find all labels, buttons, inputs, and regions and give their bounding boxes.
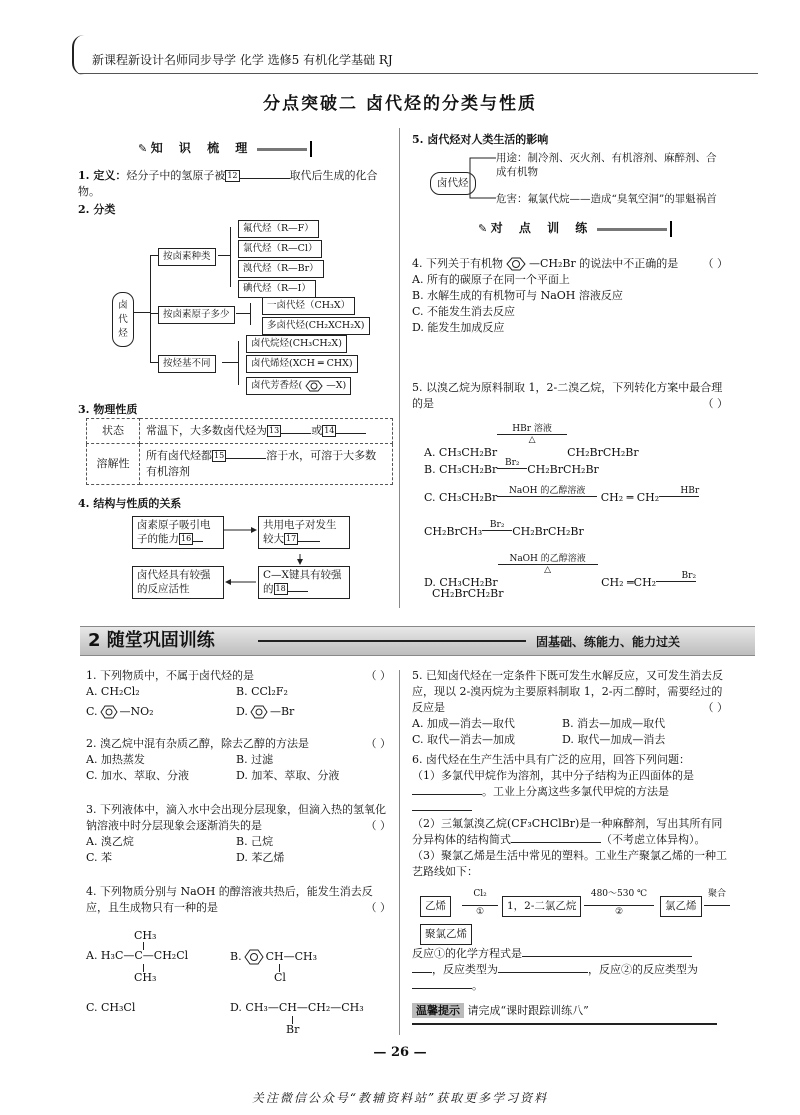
question-text: ，反应②的反应类型为 bbox=[588, 962, 698, 976]
blank-number: 12 bbox=[227, 171, 238, 180]
review-q4 bbox=[86, 884, 391, 916]
option-letter: C. bbox=[86, 704, 98, 718]
relation-text: 较大 bbox=[263, 532, 284, 545]
formula: D. CH₃CH₂Br bbox=[424, 576, 498, 590]
tip-tag: 温馨提示 bbox=[412, 1003, 464, 1018]
flow-step: 氯乙烯 bbox=[660, 896, 702, 917]
tree-leaf: 氟代烃（R—F） bbox=[238, 220, 319, 238]
option[interactable]: B. 己烷 bbox=[236, 834, 274, 848]
review-q2 bbox=[86, 736, 391, 784]
blank-number: 14 bbox=[324, 426, 335, 435]
arrow-label: △ bbox=[544, 565, 552, 576]
relation-text: 共用电子对发生 bbox=[263, 519, 337, 531]
answer-blank[interactable] bbox=[412, 794, 482, 795]
phys-text: 常温下，大多数卤代烃为 bbox=[146, 424, 267, 437]
tree-leaf: 一卤代烃（CH₃X） bbox=[262, 297, 355, 315]
option[interactable]: D. 加苯、萃取、分液 bbox=[236, 768, 340, 782]
formula: B. CH₃CH₂Br bbox=[424, 463, 498, 476]
question-text: （1）多氯代甲烷作为溶剂，其中分子结构为正四面体的是 bbox=[412, 768, 694, 782]
answer-paren[interactable]: （ ） bbox=[365, 669, 391, 682]
formula: CH—CH₃ bbox=[265, 950, 318, 963]
arrow-label: HBr 溶液 bbox=[512, 424, 552, 434]
option-group: —Br bbox=[269, 704, 295, 718]
flow-step: 聚氯乙烯 bbox=[420, 924, 472, 945]
formula: CH₂ ═CH₂ bbox=[601, 576, 657, 590]
flow-step: 1，2-二氯乙烷 bbox=[502, 896, 581, 917]
benzene-ring-icon bbox=[242, 948, 266, 966]
tree-root: 卤代烃 bbox=[112, 292, 134, 347]
blank-number: 16 bbox=[181, 533, 192, 543]
band-subtitle: 固基础、练能力、能力过关 bbox=[536, 635, 681, 649]
option-c[interactable] bbox=[424, 486, 724, 507]
answer-paren[interactable]: （ ） bbox=[702, 396, 728, 410]
review-q1 bbox=[86, 668, 391, 720]
impact-label: 5. 卤代烃对人类生活的影响 bbox=[412, 133, 549, 146]
reaction-arrow bbox=[482, 530, 512, 531]
blank-number: 17 bbox=[286, 533, 297, 543]
arrow-label: Br₂ bbox=[505, 458, 520, 468]
reaction-arrow bbox=[659, 496, 699, 497]
formula: CH₂BrCH₂Br bbox=[512, 525, 584, 538]
option[interactable]: C. CH₃Cl bbox=[86, 1001, 136, 1014]
formula: CH₂BrCH₂Br bbox=[527, 463, 599, 476]
answer-paren[interactable]: （ ） bbox=[365, 900, 391, 914]
substituent: CH₃ bbox=[134, 971, 157, 984]
column-divider bbox=[399, 670, 400, 1035]
option-b[interactable] bbox=[424, 458, 599, 479]
impact-root: 卤代烃 bbox=[430, 172, 476, 195]
substituent: CH₃ bbox=[134, 929, 157, 942]
benzene-ring-icon bbox=[503, 257, 529, 271]
reaction-arrow bbox=[704, 905, 730, 906]
knowledge-heading-text: 知 识 梳 理 bbox=[150, 141, 254, 155]
tip-box bbox=[412, 1003, 717, 1025]
substituent: Br bbox=[286, 1023, 300, 1036]
tree-leaf: 卤代烯烃(XCH ═ CHX) bbox=[246, 355, 358, 373]
branch-hydrocarbyl: 按烃基不同 bbox=[158, 355, 216, 373]
arrow-label: 聚合 bbox=[707, 889, 726, 899]
option-d-cont: CH₂BrCH₂Br bbox=[432, 587, 504, 600]
option-letter: B. bbox=[230, 950, 242, 963]
blank-number: 15 bbox=[214, 450, 225, 460]
practice-heading bbox=[478, 220, 672, 237]
practice-heading-text: 对 点 训 练 bbox=[490, 221, 594, 235]
option-c-cont bbox=[424, 520, 584, 541]
review-q3 bbox=[86, 802, 391, 866]
definition-text-b: 取代后生成的化合物。 bbox=[78, 169, 378, 198]
answer-blank[interactable] bbox=[498, 972, 588, 973]
reaction-arrow bbox=[497, 496, 597, 497]
band-rule bbox=[258, 640, 526, 642]
relation-text: 的 bbox=[263, 582, 274, 595]
answer-paren[interactable]: （ ） bbox=[365, 737, 391, 750]
footer-note: 关注微信公众号“教辅资料站”获取更多学习资料 bbox=[251, 1091, 549, 1105]
tip-text: 请完成“课时跟踪训练八” bbox=[467, 1004, 589, 1017]
option[interactable]: C. 苯 bbox=[86, 850, 113, 864]
q5-options bbox=[424, 420, 734, 610]
relation-arrows bbox=[0, 0, 400, 620]
option[interactable]: B. 水解生成的有机物可与 NaOH 溶液反应 bbox=[412, 288, 623, 302]
blank-number: 18 bbox=[275, 583, 286, 593]
arrow-label: ② bbox=[614, 907, 624, 917]
option[interactable]: C. 不能发生消去反应 bbox=[412, 304, 516, 318]
option[interactable] bbox=[230, 948, 317, 966]
review-q4-options bbox=[86, 928, 391, 1038]
reaction-arrow bbox=[656, 581, 696, 582]
review-q5 bbox=[412, 668, 728, 748]
page-number: — 26 — bbox=[373, 1045, 427, 1060]
question-text: 4. 下列物质分别与 NaOH 的醇溶液共热后，能发生消去反应，且生成物只有一种的是 bbox=[86, 885, 373, 914]
relation-text: C—X键具有较强 bbox=[263, 569, 342, 581]
definition-label: 1. 定义： bbox=[78, 169, 127, 182]
arrow-label: NaOH 的乙醇溶液 bbox=[509, 486, 586, 496]
arrow-label: Br₂ bbox=[681, 571, 697, 582]
option-a[interactable] bbox=[424, 424, 639, 461]
running-header: 新课程新设计名师同步导学 化学 选修5 有机化学基础 RJ bbox=[92, 53, 393, 67]
answer-blank[interactable] bbox=[412, 810, 472, 811]
benzene-ring-icon bbox=[98, 705, 120, 719]
impact-harm: 危害：氟氯代烷——造成“臭氧空洞”的罪魁祸首 bbox=[496, 193, 717, 205]
tree-leaf: 多卤代烃(CH₂XCH₂X) bbox=[262, 317, 370, 335]
question-text: ，反应类型为 bbox=[432, 962, 498, 976]
phys-row-header: 溶解性 bbox=[87, 443, 140, 484]
physical-label: 3. 物理性质 bbox=[78, 403, 138, 416]
practice-q4 bbox=[412, 256, 728, 336]
tree-leaf: 溴代烃（R—Br） bbox=[238, 260, 324, 278]
branch-halogen-type: 按卤素种类 bbox=[158, 248, 216, 266]
arrow-label: HBr bbox=[680, 486, 700, 496]
option[interactable]: D. 能发生加成反应 bbox=[412, 320, 505, 334]
question-text: 1. 下列物质中，不属于卤代烃的是 bbox=[86, 669, 254, 682]
answer-blank[interactable] bbox=[412, 972, 432, 973]
option[interactable] bbox=[236, 704, 386, 720]
option-group: —NO₂ bbox=[119, 704, 154, 718]
tree-leaf: 氯代烃（R—Cl） bbox=[238, 240, 322, 258]
blank-number: 13 bbox=[269, 426, 280, 435]
option[interactable]: B. 消去—加成—取代 bbox=[562, 716, 666, 730]
relation-text: 卤代烃具有较强 bbox=[137, 569, 211, 581]
question-text: 5. 已知卤代烃在一定条件下既可发生水解反应，又可发生消去反应，现以 2-溴丙烷为主要原料制取 1，2-丙二醇时，需要经过的反应是 bbox=[412, 669, 723, 714]
pvc-flow bbox=[412, 889, 732, 944]
question-text: （3）聚氯乙烯是生活中常见的塑料。工业生产聚氯乙烯的一种工艺路线如下： bbox=[412, 848, 727, 878]
heading-vbar bbox=[670, 221, 672, 237]
option[interactable]: A. 所有的碳原子在同一个平面上 bbox=[412, 272, 570, 286]
impact-brace bbox=[460, 150, 500, 210]
formula: CH₂ ═ CH₂ bbox=[600, 491, 660, 504]
question-text: （2）三氟氯溴乙烷(CF₃CHClBr)是一种麻醉剂，写出其所有同分异构体的结构简式 bbox=[412, 816, 723, 846]
option[interactable]: B. 过滤 bbox=[236, 752, 274, 766]
review-q6-3: 反应①的化学方程式是 ，反应类型为 ，反应②的反应类型为 。 bbox=[412, 947, 698, 992]
option[interactable]: D. 取代—加成—消去 bbox=[562, 732, 666, 746]
answer-blank[interactable] bbox=[511, 842, 601, 843]
impact-use: 用途：制冷剂、灭火剂、有机溶剂、麻醉剂、合成有机物 bbox=[496, 152, 717, 178]
arrow-label: △ bbox=[528, 435, 536, 446]
option[interactable]: D. CH₃—CH—CH₂—CH₃ bbox=[230, 1001, 364, 1014]
phys-text: 溶于水，可溶于大多数有机溶剂 bbox=[146, 448, 377, 478]
option[interactable]: D. 苯乙烯 bbox=[236, 850, 285, 864]
answer-blank[interactable] bbox=[522, 956, 692, 957]
relation-text: 的反应活性 bbox=[137, 582, 190, 595]
option[interactable]: C. 加水、萃取、分液 bbox=[86, 768, 190, 782]
answer-paren[interactable]: （ ） bbox=[365, 818, 391, 832]
answer-paren[interactable]: （ ） bbox=[702, 257, 728, 270]
phys-text: 或 bbox=[311, 424, 323, 437]
answer-blank[interactable] bbox=[412, 988, 472, 989]
option[interactable] bbox=[86, 704, 236, 720]
relation-text: 子的能力 bbox=[137, 532, 179, 545]
aromatic-suffix: —X) bbox=[326, 380, 347, 391]
section-title: 分点突破二 卤代烃的分类与性质 bbox=[263, 94, 537, 114]
reaction-arrow bbox=[497, 468, 527, 469]
option[interactable]: B. CCl₂F₂ bbox=[236, 684, 288, 698]
arrow-label: NaOH 的乙醇溶液 bbox=[509, 554, 586, 564]
tree-leaf: 碘代烃（R—I） bbox=[238, 280, 316, 298]
phys-text: 所有卤代烃都 bbox=[146, 448, 212, 462]
review-q6 bbox=[412, 752, 728, 880]
arrow-label: Cl₂ bbox=[473, 889, 487, 899]
option[interactable]: A. 加成—消去—取代 bbox=[412, 716, 515, 730]
definition-text-a: 烃分子中的氢原子被 bbox=[126, 169, 226, 182]
pencil-icon: ✎ bbox=[478, 222, 488, 235]
option[interactable]: C. 取代—消去—加成 bbox=[412, 732, 516, 746]
option-letter: D. bbox=[236, 704, 248, 718]
substituent: Cl bbox=[274, 971, 286, 984]
question-text: —CH₂Br 的说法中不正确的是 bbox=[529, 257, 679, 270]
question-text: 2. 溴乙烷中混有杂质乙醇，除去乙醇的方法是 bbox=[86, 737, 309, 750]
formula: C. CH₃CH₂Br bbox=[424, 491, 498, 504]
pencil-icon: ✎ bbox=[138, 142, 148, 155]
arrow-label: Br₂ bbox=[489, 520, 505, 530]
question-text: 6. 卤代烃在生产生活中具有广泛的应用，回答下列问题： bbox=[412, 753, 690, 766]
option[interactable]: A. 溴乙烷 bbox=[86, 834, 134, 848]
option[interactable]: A. 加热蒸发 bbox=[86, 752, 145, 766]
practice-q5 bbox=[412, 380, 728, 412]
band-title: 2 随堂巩固训练 bbox=[88, 630, 215, 651]
benzene-ring-icon bbox=[248, 705, 270, 719]
classification-label: 2. 分类 bbox=[78, 203, 116, 216]
option[interactable]: A. H₃C—C—CH₂Cl bbox=[86, 949, 189, 962]
arrow-label: 480～530 ℃ bbox=[590, 889, 648, 899]
question-text: 。工业上分离这些多氯代甲烷的方法是 bbox=[482, 784, 669, 798]
question-text: 3. 下列液体中，滴入水中会出现分层现象，但滴入热的氢氧化钠溶液中时分层现象会逐渐消失的是 bbox=[86, 803, 386, 832]
question-text: 5. 以溴乙烷为原料制取 1，2-二溴乙烷，下列转化方案中最合理的是 bbox=[412, 381, 723, 410]
formula: A. CH₃CH₂Br bbox=[424, 446, 498, 460]
question-text: 反应①的化学方程式是 bbox=[412, 947, 522, 960]
relation-label: 4. 结构与性质的关系 bbox=[78, 497, 182, 510]
formula: CH₂BrCH₃ bbox=[424, 525, 483, 538]
question-text: 4. 下列关于有机物 bbox=[412, 257, 503, 270]
flow-step: 乙烯 bbox=[420, 896, 451, 917]
question-text: （不考虑立体异构）。 bbox=[601, 832, 706, 846]
formula: CH₂BrCH₂Br bbox=[567, 446, 639, 460]
heading-bar bbox=[597, 228, 667, 231]
aromatic-label: 卤代芳香烃( bbox=[251, 380, 303, 391]
relation-text: 卤素原子吸引电 bbox=[137, 519, 211, 531]
branch-halogen-count: 按卤素原子多少 bbox=[158, 306, 235, 324]
tree-leaf: 卤代烷烃(CH₃CH₂X) bbox=[246, 335, 347, 353]
arrow-label: ① bbox=[475, 907, 485, 917]
phys-row-header: 状态 bbox=[87, 419, 140, 444]
answer-paren[interactable]: （ ） bbox=[702, 700, 728, 714]
option[interactable]: A. CH₂Cl₂ bbox=[86, 684, 140, 698]
